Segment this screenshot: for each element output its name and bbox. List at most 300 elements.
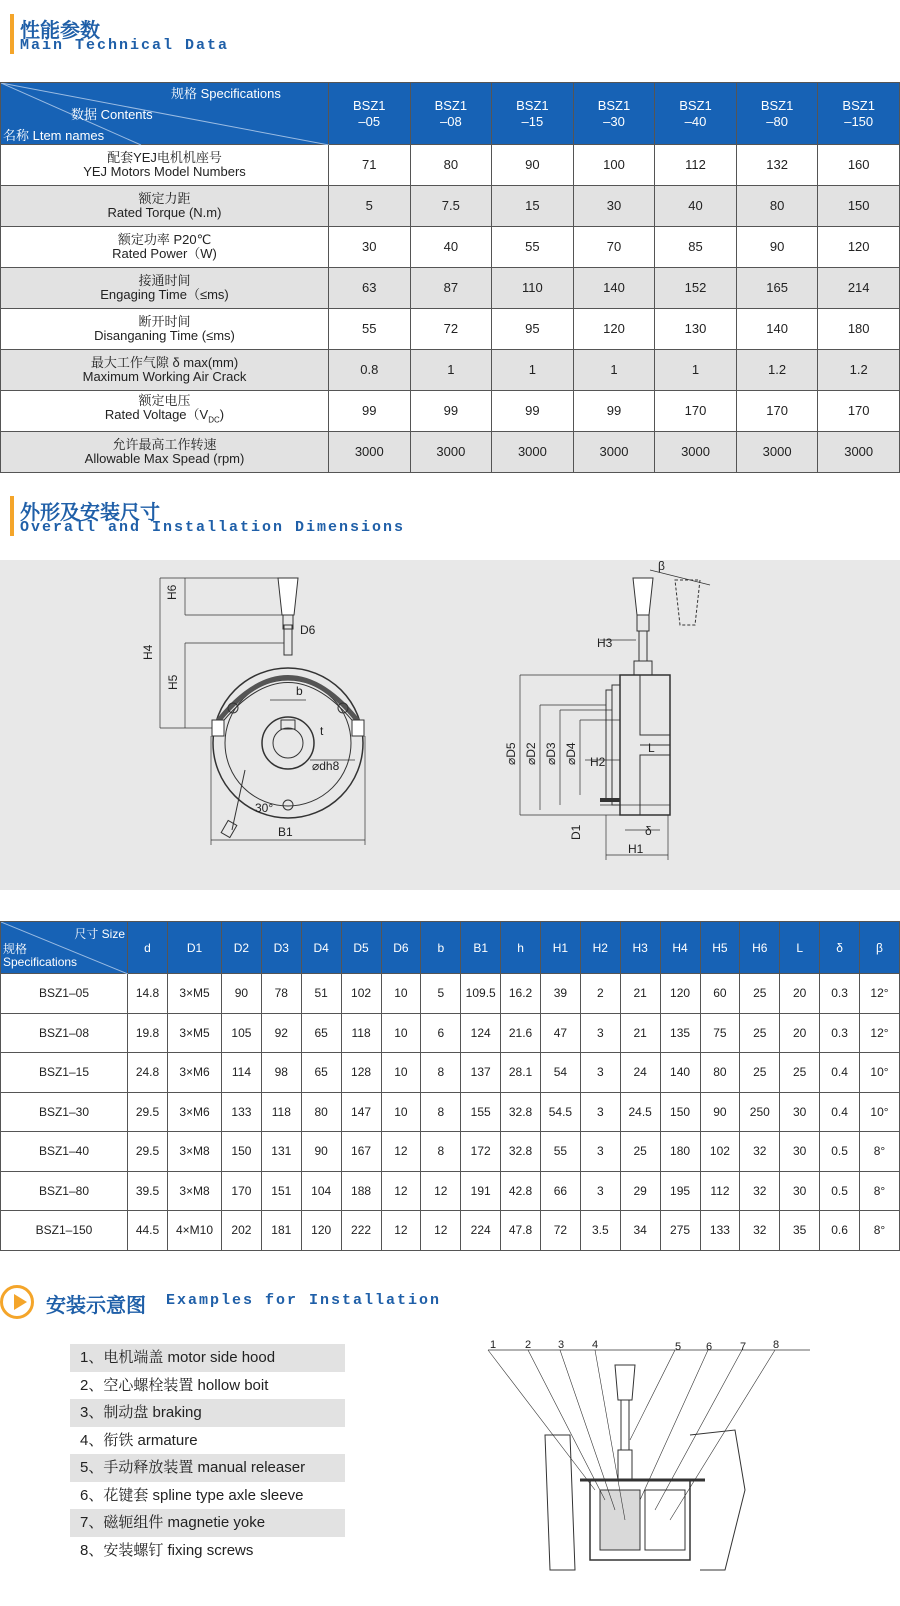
value-cell: 20: [780, 1013, 820, 1053]
value-cell: 7.5: [410, 186, 492, 227]
value-cell: 24.8: [128, 1053, 168, 1093]
row-name-cell: 配套YEJ电机机座号 YEJ Motors Model Numbers: [1, 145, 329, 186]
value-cell: 0.5: [820, 1171, 860, 1211]
value-cell: 75: [700, 1013, 740, 1053]
value-cell: 2: [580, 974, 620, 1014]
label-d4: ⌀D4: [564, 742, 578, 765]
value-cell: 140: [736, 309, 818, 350]
value-cell: 155: [461, 1092, 501, 1132]
list-item: 5、手动释放装置 manual releaser: [70, 1454, 345, 1482]
value-cell: 0.6: [820, 1211, 860, 1251]
value-cell: 8: [421, 1132, 461, 1172]
value-cell: 47.8: [501, 1211, 541, 1251]
header-contents-label: 数据 Contents: [71, 107, 153, 122]
table-row: [1, 350, 900, 391]
label-d6: D6: [300, 623, 316, 637]
value-cell: 100: [573, 145, 655, 186]
section-title-en: Examples for Installation: [166, 1292, 442, 1309]
column-header: δ: [820, 922, 860, 974]
value-cell: 151: [261, 1171, 301, 1211]
value-cell: 8: [421, 1053, 461, 1093]
label-delta: δ: [645, 824, 652, 838]
list-item: 1、电机端盖 motor side hood: [70, 1344, 345, 1372]
header-spec-en-label: Specifications: [3, 955, 78, 969]
value-cell: 21: [620, 974, 660, 1014]
value-cell: 0.5: [820, 1132, 860, 1172]
value-cell: 63: [329, 268, 411, 309]
value-cell: 3000: [736, 432, 818, 473]
label-h4: H4: [141, 644, 155, 660]
value-cell: 0.4: [820, 1053, 860, 1093]
value-cell: 80: [410, 145, 492, 186]
table-row: [1, 1013, 900, 1053]
value-cell: 80: [736, 186, 818, 227]
value-cell: 224: [461, 1211, 501, 1251]
value-cell: 39: [541, 974, 581, 1014]
dim-diagonal-header-cell: [1, 922, 128, 974]
value-cell: 29.5: [128, 1092, 168, 1132]
value-cell: 55: [492, 227, 574, 268]
play-circle-icon: [0, 1285, 34, 1319]
value-cell: 152: [655, 268, 737, 309]
value-cell: 3: [580, 1171, 620, 1211]
value-cell: 8: [421, 1092, 461, 1132]
value-cell: 3×M8: [168, 1132, 222, 1172]
value-cell: 104: [301, 1171, 341, 1211]
value-cell: 10: [381, 1013, 421, 1053]
column-header: D6: [381, 922, 421, 974]
value-cell: 78: [261, 974, 301, 1014]
value-cell: 3: [580, 1013, 620, 1053]
value-cell: 3: [580, 1053, 620, 1093]
value-cell: 24.5: [620, 1092, 660, 1132]
section-accent-bar: [10, 496, 14, 536]
value-cell: 5: [329, 186, 411, 227]
value-cell: 150: [222, 1132, 262, 1172]
model-header: BSZ1 –80: [736, 83, 818, 145]
label-d1: D1: [569, 824, 583, 840]
value-cell: 25: [780, 1053, 820, 1093]
column-header: h: [501, 922, 541, 974]
value-cell: 165: [736, 268, 818, 309]
value-cell: 16.2: [501, 974, 541, 1014]
value-cell: 250: [740, 1092, 780, 1132]
value-cell: 32.8: [501, 1092, 541, 1132]
value-cell: 66: [541, 1171, 581, 1211]
value-cell: 3000: [818, 432, 900, 473]
section-accent-bar: [10, 14, 14, 54]
value-cell: 12: [381, 1171, 421, 1211]
value-cell: 170: [818, 391, 900, 432]
value-cell: 10°: [860, 1053, 900, 1093]
value-cell: 60: [700, 974, 740, 1014]
value-cell: 140: [660, 1053, 700, 1093]
model-cell: BSZ1–08: [1, 1013, 128, 1053]
callout-numbers: [490, 1340, 779, 1353]
value-cell: 180: [818, 309, 900, 350]
section-title-en: Main Technical Data: [20, 37, 230, 54]
value-cell: 72: [410, 309, 492, 350]
value-cell: 170: [222, 1171, 262, 1211]
value-cell: 30: [329, 227, 411, 268]
label-30deg: 30°: [255, 801, 274, 815]
value-cell: 90: [492, 145, 574, 186]
model-header: BSZ1 –08: [410, 83, 492, 145]
value-cell: 12°: [860, 1013, 900, 1053]
value-cell: 39.5: [128, 1171, 168, 1211]
table-row: [1, 186, 900, 227]
value-cell: 10: [381, 1053, 421, 1093]
brake-dimension-drawing: [0, 560, 900, 890]
value-cell: 95: [492, 309, 574, 350]
value-cell: 12: [381, 1211, 421, 1251]
label-b: b: [296, 684, 303, 698]
label-beta: β: [658, 560, 665, 573]
value-cell: 99: [492, 391, 574, 432]
value-cell: 131: [261, 1132, 301, 1172]
value-cell: 3: [580, 1092, 620, 1132]
value-cell: 167: [341, 1132, 381, 1172]
table-row: [1, 1053, 900, 1093]
table-row: [1, 1092, 900, 1132]
value-cell: 1.2: [736, 350, 818, 391]
value-cell: 110: [492, 268, 574, 309]
header-items-label: 名称 Ltem names: [3, 128, 105, 143]
label-h5: H5: [166, 674, 180, 690]
model-cell: BSZ1–150: [1, 1211, 128, 1251]
value-cell: 195: [660, 1171, 700, 1211]
column-header: b: [421, 922, 461, 974]
label-h3: H3: [597, 636, 613, 650]
label-l: L: [648, 741, 655, 755]
value-cell: 29: [620, 1171, 660, 1211]
value-cell: 202: [222, 1211, 262, 1251]
value-cell: 147: [341, 1092, 381, 1132]
side-view: [520, 570, 710, 860]
value-cell: 25: [620, 1132, 660, 1172]
value-cell: 1.2: [818, 350, 900, 391]
value-cell: 112: [655, 145, 737, 186]
value-cell: 0.3: [820, 1013, 860, 1053]
value-cell: 0.4: [820, 1092, 860, 1132]
value-cell: 181: [261, 1211, 301, 1251]
value-cell: 160: [818, 145, 900, 186]
list-item: 8、安装螺钉 fixing screws: [80, 1541, 254, 1559]
value-cell: 135: [660, 1013, 700, 1053]
column-header: H4: [660, 922, 700, 974]
value-cell: 150: [818, 186, 900, 227]
value-cell: 32: [740, 1132, 780, 1172]
label-h6: H6: [165, 584, 179, 600]
svg-text:7: 7: [740, 1341, 747, 1353]
section-title-zh: 安装示意图: [46, 1293, 146, 1317]
value-cell: 10°: [860, 1092, 900, 1132]
value-cell: 1: [573, 350, 655, 391]
model-cell: BSZ1–15: [1, 1053, 128, 1093]
column-header: H3: [620, 922, 660, 974]
svg-text:1: 1: [490, 1340, 497, 1351]
value-cell: 47: [541, 1013, 581, 1053]
table-row: [1, 145, 900, 186]
value-cell: 3000: [573, 432, 655, 473]
value-cell: 6: [421, 1013, 461, 1053]
value-cell: 21.6: [501, 1013, 541, 1053]
table-row: [1, 974, 900, 1014]
value-cell: 54.5: [541, 1092, 581, 1132]
value-cell: 99: [573, 391, 655, 432]
label-d2: ⌀D2: [524, 742, 538, 765]
value-cell: 140: [573, 268, 655, 309]
value-cell: 25: [740, 974, 780, 1014]
value-cell: 102: [700, 1132, 740, 1172]
value-cell: 1: [492, 350, 574, 391]
list-item: 7、磁轭组件 magnetie yoke: [70, 1509, 345, 1537]
value-cell: 118: [261, 1092, 301, 1132]
value-cell: 191: [461, 1171, 501, 1211]
value-cell: 90: [222, 974, 262, 1014]
column-header: D3: [261, 922, 301, 974]
value-cell: 98: [261, 1053, 301, 1093]
value-cell: 3: [580, 1132, 620, 1172]
value-cell: 71: [329, 145, 411, 186]
value-cell: 65: [301, 1053, 341, 1093]
label-d3: ⌀D3: [544, 742, 558, 765]
value-cell: 99: [329, 391, 411, 432]
list-item: 6、花键套 spline type axle sleeve: [80, 1486, 304, 1504]
value-cell: 24: [620, 1053, 660, 1093]
value-cell: 3000: [492, 432, 574, 473]
column-header: H5: [700, 922, 740, 974]
value-cell: 29.5: [128, 1132, 168, 1172]
value-cell: 8°: [860, 1171, 900, 1211]
value-cell: 90: [736, 227, 818, 268]
svg-text:5: 5: [675, 1341, 682, 1353]
section-title-zh: 外形及安装尺寸: [20, 500, 160, 524]
header-spec-zh-label: 规格: [3, 942, 28, 956]
value-cell: 1: [410, 350, 492, 391]
label-dh8: ⌀dh8: [312, 759, 340, 773]
dimension-drawing-panel: [0, 560, 900, 890]
table-row: [1, 268, 900, 309]
value-cell: 132: [736, 145, 818, 186]
row-name-cell: 额定电压 Rated $Voltage(V_{DC})$: [1, 391, 329, 432]
value-cell: 105: [222, 1013, 262, 1053]
value-cell: 3000: [655, 432, 737, 473]
value-cell: 170: [736, 391, 818, 432]
list-item: 2、空心螺栓装置 hollow boit: [80, 1376, 269, 1394]
value-cell: 133: [222, 1092, 262, 1132]
row-name-cell: 最大工作气隙 δ max(mm) Maximum Working Air Crack: [1, 350, 329, 391]
value-cell: 55: [541, 1132, 581, 1172]
value-cell: 0.8: [329, 350, 411, 391]
model-header: BSZ1 –40: [655, 83, 737, 145]
table-row: [1, 1132, 900, 1172]
label-t: t: [320, 724, 324, 738]
label-b1: B1: [278, 825, 293, 839]
value-cell: 32.8: [501, 1132, 541, 1172]
column-header: H1: [541, 922, 581, 974]
list-item: 3、制动盘 braking: [70, 1399, 345, 1427]
value-cell: 137: [461, 1053, 501, 1093]
value-cell: 4×M10: [168, 1211, 222, 1251]
value-cell: 128: [341, 1053, 381, 1093]
value-cell: 3×M8: [168, 1171, 222, 1211]
value-cell: 55: [329, 309, 411, 350]
value-cell: 15: [492, 186, 574, 227]
value-cell: 10: [381, 1092, 421, 1132]
column-header: B1: [461, 922, 501, 974]
model-header: BSZ1 –05: [329, 83, 411, 145]
value-cell: 5: [421, 974, 461, 1014]
value-cell: 8°: [860, 1132, 900, 1172]
value-cell: 72: [541, 1211, 581, 1251]
header-size-label: 尺寸 Size: [74, 927, 125, 941]
value-cell: 30: [780, 1132, 820, 1172]
column-header: D4: [301, 922, 341, 974]
value-cell: 28.1: [501, 1053, 541, 1093]
value-cell: 120: [818, 227, 900, 268]
value-cell: 170: [655, 391, 737, 432]
table-row: [1, 309, 900, 350]
value-cell: 12°: [860, 974, 900, 1014]
row-name-cell: 断开时间 Disanganing Time (≤ms): [1, 309, 329, 350]
value-cell: 124: [461, 1013, 501, 1053]
value-cell: 180: [660, 1132, 700, 1172]
model-cell: BSZ1–80: [1, 1171, 128, 1211]
svg-text:3: 3: [558, 1340, 565, 1351]
value-cell: 12: [381, 1132, 421, 1172]
value-cell: 30: [573, 186, 655, 227]
value-cell: 14.8: [128, 974, 168, 1014]
value-cell: 222: [341, 1211, 381, 1251]
value-cell: 3.5: [580, 1211, 620, 1251]
column-header: D2: [222, 922, 262, 974]
value-cell: 99: [410, 391, 492, 432]
value-cell: 44.5: [128, 1211, 168, 1251]
section-title-en: Overall and Installation Dimensions: [20, 519, 406, 536]
value-cell: 10: [381, 974, 421, 1014]
value-cell: 25: [740, 1013, 780, 1053]
installation-drawing: [480, 1340, 810, 1580]
value-cell: 275: [660, 1211, 700, 1251]
value-cell: 109.5: [461, 974, 501, 1014]
value-cell: 35: [780, 1211, 820, 1251]
value-cell: 54: [541, 1053, 581, 1093]
svg-text:2: 2: [525, 1340, 532, 1351]
value-cell: 25: [740, 1053, 780, 1093]
installation-parts-list: [70, 1344, 345, 1564]
section-title-zh: 性能参数: [20, 18, 100, 42]
value-cell: 188: [341, 1171, 381, 1211]
svg-text:8: 8: [773, 1340, 780, 1351]
value-cell: 65: [301, 1013, 341, 1053]
value-cell: 3×M5: [168, 1013, 222, 1053]
value-cell: 3×M5: [168, 974, 222, 1014]
column-header: H2: [580, 922, 620, 974]
value-cell: 214: [818, 268, 900, 309]
svg-text:6: 6: [706, 1341, 713, 1353]
value-cell: 133: [700, 1211, 740, 1251]
value-cell: 30: [780, 1092, 820, 1132]
column-header: d: [128, 922, 168, 974]
list-item: 4、衔铁 armature: [80, 1431, 198, 1449]
value-cell: 3×M6: [168, 1092, 222, 1132]
header-spec-label: 规格 Specifications: [171, 86, 281, 101]
model-cell: BSZ1–40: [1, 1132, 128, 1172]
diagonal-header-cell: [1, 83, 329, 145]
value-cell: 102: [341, 974, 381, 1014]
table-row: [1, 1211, 900, 1251]
table-row: [1, 391, 900, 432]
value-cell: 0.3: [820, 974, 860, 1014]
value-cell: 3×M6: [168, 1053, 222, 1093]
row-name-cell: 接通时间 Engaging Time（≤ms): [1, 268, 329, 309]
value-cell: 90: [700, 1092, 740, 1132]
value-cell: 32: [740, 1211, 780, 1251]
value-cell: 32: [740, 1171, 780, 1211]
column-header: L: [780, 922, 820, 974]
value-cell: 12: [421, 1171, 461, 1211]
value-cell: 40: [655, 186, 737, 227]
technical-data-table: [0, 82, 900, 473]
value-cell: 19.8: [128, 1013, 168, 1053]
value-cell: 90: [301, 1132, 341, 1172]
value-cell: 21: [620, 1013, 660, 1053]
value-cell: 130: [655, 309, 737, 350]
column-header: β: [860, 922, 900, 974]
value-cell: 172: [461, 1132, 501, 1172]
row-name-cell: 额定功率 P20℃ Rated Power（W): [1, 227, 329, 268]
table-row: [1, 227, 900, 268]
value-cell: 80: [301, 1092, 341, 1132]
model-cell: BSZ1–05: [1, 974, 128, 1014]
value-cell: 80: [700, 1053, 740, 1093]
value-cell: 3000: [410, 432, 492, 473]
value-cell: 34: [620, 1211, 660, 1251]
value-cell: 20: [780, 974, 820, 1014]
value-cell: 51: [301, 974, 341, 1014]
value-cell: 120: [660, 974, 700, 1014]
value-cell: 150: [660, 1092, 700, 1132]
model-header: BSZ1 –15: [492, 83, 574, 145]
value-cell: 3000: [329, 432, 411, 473]
dimensions-table: [0, 921, 900, 1251]
table-row: [1, 432, 900, 473]
value-cell: 1: [655, 350, 737, 391]
label-d5: ⌀D5: [504, 742, 518, 765]
row-name-cell: 额定力距 Rated Torque (N.m): [1, 186, 329, 227]
label-h1: H1: [628, 842, 644, 856]
value-cell: 120: [573, 309, 655, 350]
value-cell: 30: [780, 1171, 820, 1211]
value-cell: 92: [261, 1013, 301, 1053]
value-cell: 42.8: [501, 1171, 541, 1211]
value-cell: 87: [410, 268, 492, 309]
label-h2: H2: [590, 755, 606, 769]
value-cell: 8°: [860, 1211, 900, 1251]
row-name-cell: 允许最高工作转速 Allowable Max Spead (rpm): [1, 432, 329, 473]
svg-text:4: 4: [592, 1340, 599, 1351]
model-header: BSZ1 –150: [818, 83, 900, 145]
value-cell: 85: [655, 227, 737, 268]
value-cell: 12: [421, 1211, 461, 1251]
model-cell: BSZ1–30: [1, 1092, 128, 1132]
value-cell: 40: [410, 227, 492, 268]
value-cell: 114: [222, 1053, 262, 1093]
value-cell: 112: [700, 1171, 740, 1211]
column-header: D1: [168, 922, 222, 974]
column-header: D5: [341, 922, 381, 974]
